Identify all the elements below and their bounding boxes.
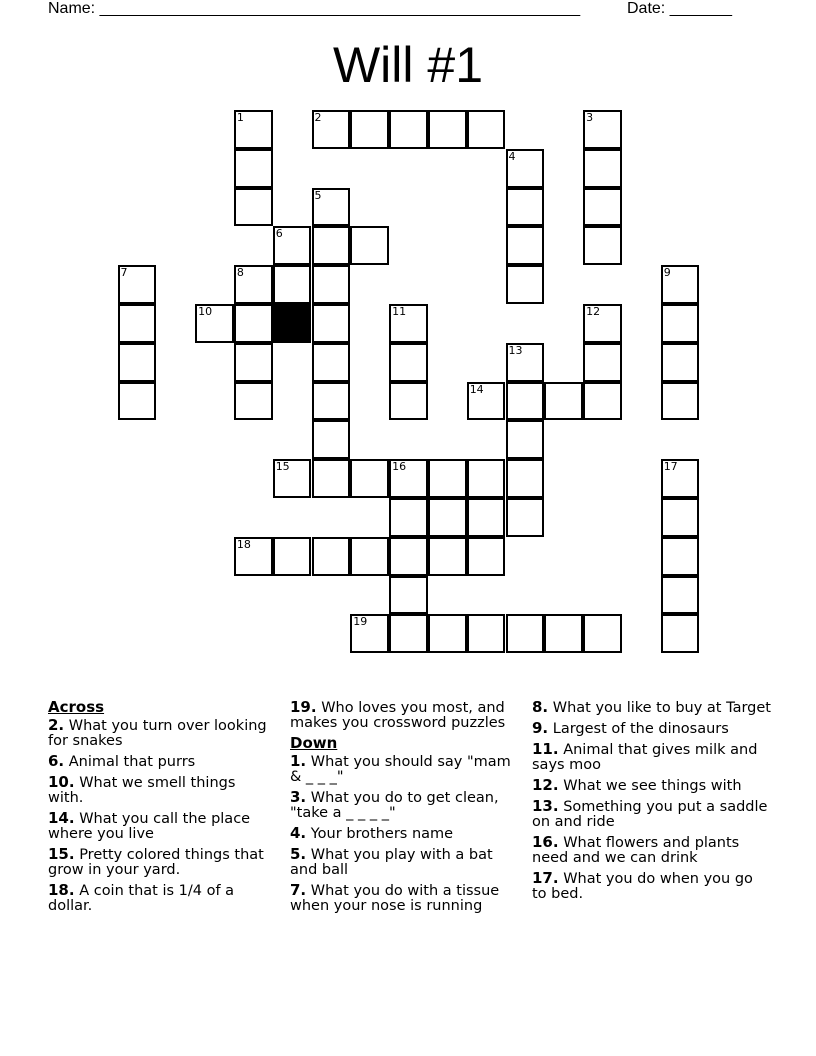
clue-down-4: 4. Your brothers name xyxy=(290,824,454,842)
clue-down-9: 9. Largest of the dinosaurs xyxy=(532,719,729,737)
clue-across-2: 2. What you turn over looking for snakes xyxy=(48,716,267,749)
grid-cell[interactable] xyxy=(467,614,506,653)
grid-cell[interactable] xyxy=(234,110,273,149)
clue-across-14: 14. What you call the place where you live xyxy=(48,809,251,842)
clue-across-15: 15. Pretty colored things that grow in your yard. xyxy=(48,845,264,878)
grid-cell[interactable] xyxy=(428,459,467,498)
clue-column-3 xyxy=(532,700,772,907)
grid-cell[interactable] xyxy=(506,226,545,265)
grid-cell[interactable] xyxy=(661,343,700,382)
clue-down-5: 5. What you play with a bat and ball xyxy=(290,845,493,878)
grid-cell[interactable] xyxy=(506,459,545,498)
grid-cell[interactable] xyxy=(583,188,622,227)
cell-number: 18 xyxy=(236,537,251,551)
grid-cell[interactable] xyxy=(428,614,467,653)
grid-cell[interactable] xyxy=(583,382,622,421)
grid-cell[interactable] xyxy=(389,110,428,149)
cell-number: 4 xyxy=(508,149,516,163)
grid-cell[interactable] xyxy=(118,382,157,421)
grid-cell[interactable] xyxy=(661,265,700,304)
clue-across-6: 6. Animal that purrs xyxy=(48,752,196,770)
clue-down-3: 3. What you do to get clean, "take a _ _ _ _" xyxy=(290,788,499,821)
clue-down-1: 1. What you should say "mam & _ _ _" xyxy=(290,752,511,785)
grid-cell[interactable] xyxy=(583,149,622,188)
grid-cell[interactable] xyxy=(583,614,622,653)
cell-number: 15 xyxy=(275,460,290,474)
grid-cell[interactable] xyxy=(506,188,545,227)
cell-number: 9 xyxy=(663,266,671,280)
cell-number: 6 xyxy=(275,227,283,241)
grid-cell[interactable] xyxy=(312,226,351,265)
grid-cell[interactable] xyxy=(273,459,312,498)
grid-cell[interactable] xyxy=(312,343,351,382)
cell-number: 19 xyxy=(353,615,368,629)
grid-cell[interactable] xyxy=(389,304,428,343)
grid-cell[interactable] xyxy=(544,614,583,653)
clue-down-7: 7. What you do with a tissue when your nose is running xyxy=(290,881,500,914)
grid-cell[interactable] xyxy=(234,149,273,188)
grid-cell[interactable] xyxy=(350,110,389,149)
grid-cell[interactable] xyxy=(389,343,428,382)
grid-cell[interactable] xyxy=(234,304,273,343)
grid-cell[interactable] xyxy=(389,614,428,653)
grid-cell[interactable] xyxy=(467,459,506,498)
cell-number: 8 xyxy=(236,266,244,280)
grid-cell[interactable] xyxy=(544,382,583,421)
grid-cell[interactable] xyxy=(661,304,700,343)
clue-across-10: 10. What we smell things with. xyxy=(48,773,236,806)
clue-down-8: 8. What you like to buy at Target xyxy=(532,698,771,716)
clue-down-13: 13. Something you put a saddle on and ride xyxy=(532,797,768,830)
down-heading: Down xyxy=(290,734,338,752)
grid-cell[interactable] xyxy=(428,110,467,149)
cell-number: 17 xyxy=(663,460,678,474)
across-heading: Across xyxy=(48,698,105,716)
grid-cell[interactable] xyxy=(506,265,545,304)
date-field-label: Date: _______ xyxy=(627,0,732,17)
clue-down-17: 17. What you do when you go to bed. xyxy=(532,869,753,902)
grid-cell[interactable] xyxy=(583,343,622,382)
grid-cell[interactable] xyxy=(350,459,389,498)
grid-cell[interactable] xyxy=(350,226,389,265)
grid-cell[interactable] xyxy=(428,498,467,537)
grid-cell[interactable] xyxy=(506,149,545,188)
cell-number: 11 xyxy=(392,305,407,318)
grid-cell[interactable] xyxy=(389,382,428,421)
grid-cell[interactable] xyxy=(506,343,545,382)
cell-number: 5 xyxy=(314,188,322,202)
cell-number: 14 xyxy=(469,382,484,396)
grid-cell[interactable] xyxy=(312,420,351,459)
clue-column-1 xyxy=(48,700,273,919)
black-cell xyxy=(273,304,312,343)
cell-number: 10 xyxy=(198,305,213,318)
grid-cell[interactable] xyxy=(118,304,157,343)
grid-cell[interactable] xyxy=(467,537,506,576)
cell-number: 16 xyxy=(392,460,407,474)
clue-down-16: 16. What flowers and plants need and we can drink xyxy=(532,833,740,866)
grid-cell[interactable] xyxy=(661,614,700,653)
grid-cell[interactable] xyxy=(234,382,273,421)
grid-cell[interactable] xyxy=(389,576,428,615)
clue-column-2 xyxy=(290,700,512,919)
grid-cell[interactable] xyxy=(583,304,622,343)
cell-number: 1 xyxy=(236,111,244,124)
grid-cell[interactable] xyxy=(118,265,157,304)
grid-cell[interactable] xyxy=(583,110,622,149)
cell-number: 2 xyxy=(314,111,322,124)
grid-cell[interactable] xyxy=(273,226,312,265)
grid-cell[interactable] xyxy=(661,459,700,498)
clue-across-18: 18. A coin that is 1/4 of a dollar. xyxy=(48,881,235,914)
grid-cell[interactable] xyxy=(506,498,545,537)
grid-cell[interactable] xyxy=(583,226,622,265)
grid-cell[interactable] xyxy=(234,343,273,382)
grid-cell[interactable] xyxy=(312,110,351,149)
grid-cell[interactable] xyxy=(195,304,234,343)
grid-cell[interactable] xyxy=(234,265,273,304)
cell-number: 12 xyxy=(586,305,601,318)
cell-number: 3 xyxy=(586,111,594,124)
grid-cell[interactable] xyxy=(467,382,506,421)
grid-cell[interactable] xyxy=(467,498,506,537)
grid-cell[interactable] xyxy=(350,537,389,576)
grid-cell[interactable] xyxy=(118,343,157,382)
name-field-label: Name: ______________________________________________________ xyxy=(48,0,581,17)
grid-cell[interactable] xyxy=(312,265,351,304)
grid-cell[interactable] xyxy=(389,537,428,576)
clue-down-12: 12. What we see things with xyxy=(532,776,742,794)
grid-cell[interactable] xyxy=(661,576,700,615)
grid-cell[interactable] xyxy=(312,304,351,343)
grid-cell[interactable] xyxy=(312,382,351,421)
clue-down-11: 11. Animal that gives milk and says moo xyxy=(532,740,758,773)
grid-cell[interactable] xyxy=(506,382,545,421)
grid-cell[interactable] xyxy=(428,537,467,576)
grid-cell[interactable] xyxy=(350,614,389,653)
page-title: Will #1 xyxy=(332,37,484,93)
grid-cell[interactable] xyxy=(389,459,428,498)
cell-number: 13 xyxy=(508,343,523,357)
grid-cell[interactable] xyxy=(312,188,351,227)
grid-cell[interactable] xyxy=(467,110,506,149)
grid-cell[interactable] xyxy=(506,614,545,653)
grid-cell[interactable] xyxy=(234,188,273,227)
clue-across-19: 19. Who loves you most, and makes you crossword puzzles xyxy=(290,698,506,731)
grid-cell[interactable] xyxy=(312,537,351,576)
grid-cell[interactable] xyxy=(389,498,428,537)
cell-number: 7 xyxy=(120,266,128,280)
grid-cell[interactable] xyxy=(312,459,351,498)
grid-cell[interactable] xyxy=(273,537,312,576)
grid-cell[interactable] xyxy=(661,382,700,421)
grid-cell[interactable] xyxy=(661,498,700,537)
grid-cell[interactable] xyxy=(234,537,273,576)
grid-cell[interactable] xyxy=(661,537,700,576)
grid-cell[interactable] xyxy=(273,265,312,304)
grid-cell[interactable] xyxy=(506,420,545,459)
